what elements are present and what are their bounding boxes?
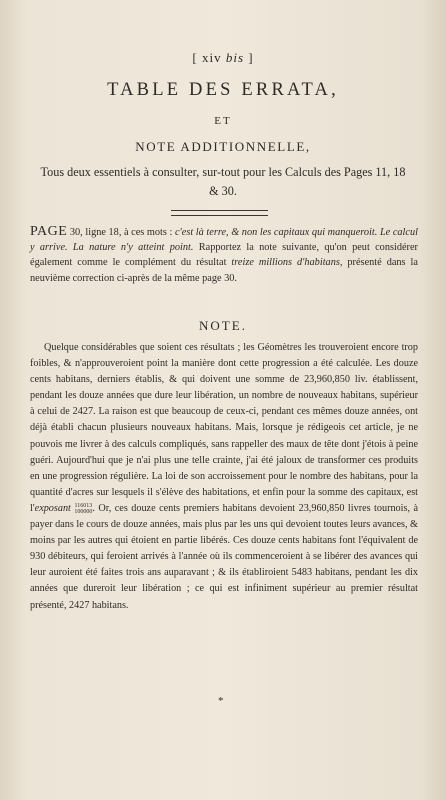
note-text-2: . Or, ces douze cents premiers habitans devoient 23,960,850 livres tournois, à payer dans le cours de douze années, mais plus par les uns qui devoient toutes leurs avances, & moins par les autres qui étoient en partie libérés. Ces douze cents habitans font l'équivalent de 930 débiteurs, qui feroient arrivés à l'année où ils commenceroient à se libérer des avances qui leur auroient été faites trois ans auparavant ; & ils établiroient 5483 habitans, pendant les dix années que dureroit leur libération ; ce qui est infiniment supérieur au premier résultat présenté, 2427 habitans. [30,502,418,611]
erratum-text-1: 30, ligne 18, à ces mots : [67,227,175,238]
page-title: TABLE DES ERRATA, [107,80,339,100]
decorative-rule [171,210,268,216]
fraction-denominator: 100000 [74,508,93,515]
note-exposant: exposant [34,502,71,514]
page-number-close: ] [244,50,254,65]
erratum-text-3: présenté dans la neuvième correction ci-après de la même page 30. [30,257,418,284]
note-heading: NOTE. [199,318,247,333]
exponent-fraction [74,503,92,515]
erratum-text-2: Rapportez la note suivante, qu'on peut considérer également comme le complément du résultat [30,242,418,269]
page-subtitle: NOTE ADDITIONNELLE, [135,139,311,154]
erratum-lead: PAGE [30,224,68,239]
footer-asterisk: * [218,695,224,707]
erratum-quote-1: c'est là terre, & non les capitaux qui manqueroit. Le calcul y arrive. La nature n'y atteint point. [30,227,418,254]
erratum-quote-2: treize millions d'habitans, [231,257,343,269]
note-paragraph [30,340,418,614]
page-number-open: [ xiv [192,50,226,65]
page-number [0,50,446,66]
note-text-1: Quelque considérables que soient ces résultats ; les Géomètres les trouveroient encore trop foibles, & n'approuveroient point la manière dont cette progression a été calculée. Les douze cents habitans, derniers établis, & qui doivent une somme de 23,960,850 liv. établissent, pendant les douze années que dure leur libération, un nombre de nouveaux habitans, supérieur à celui de 2427. La raison est que beaucoup de ceux-ci, pendant ces mêmes douze années, ont déjà établi chacun plusieurs nouveaux habitans. Mais, lorsque je rédigeois cet article, je ne pouvois me livrer à des calculs compliqués, sans rappeller des maux de tête dont j'étois à peine guéri. Aujourd'hui que je n'ai plus une telle crainte, j'ai été jaloux de transformer ces produits en une progression régulière. La loi de son accroissement pour le nombre des habitans, pour la quantité d'acres sur lesquels il s'élève des habitations, et enfin pour la somme des capitaux, est l' [30,342,418,514]
fraction-numerator: 116013 [74,502,93,509]
erratum-paragraph [30,224,418,286]
page-number-bis: bis [225,50,245,65]
conjunction-et: ET [214,115,232,127]
intro-text: Tous deux essentiels à consulter, sur-tout pour les Calculs des Pages 11, 18 & 30. [40,165,406,198]
